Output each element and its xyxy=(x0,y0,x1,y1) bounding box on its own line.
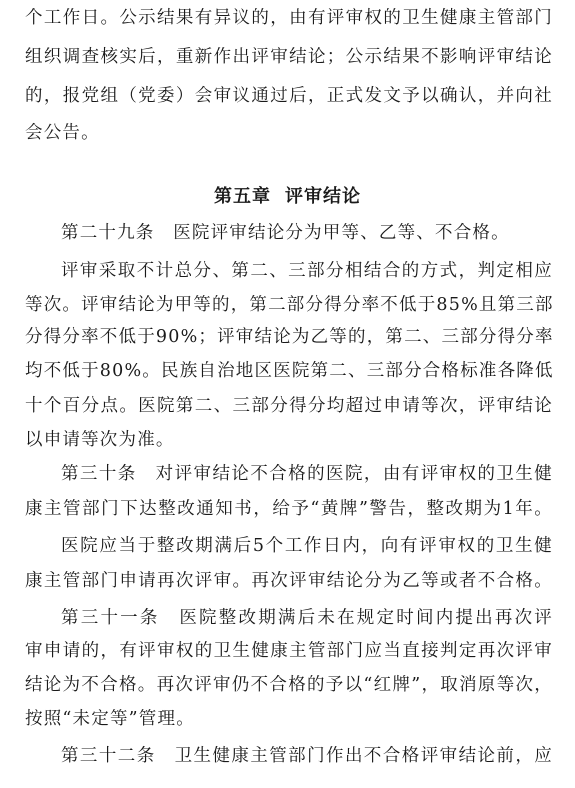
paragraph-line: 十个百分点。医院第二、三部分得分均超过申请等次，评审结论 xyxy=(25,396,553,416)
paragraph-line: 的，报党组（党委）会审议通过后，正式发文予以确认，并向社 xyxy=(25,86,553,106)
article-30-line: 第三十条 对评审结论不合格的医院，由有评审权的卫生健 xyxy=(61,464,553,484)
paragraph-line: 以申请等次为准。 xyxy=(25,430,175,450)
paragraph-line: 评审采取不计总分、第二、三部分相结合的方式，判定相应 xyxy=(61,261,553,281)
paragraph-line: 审申请的，有评审权的卫生健康主管部门应当直接判定再次评审 xyxy=(25,641,553,661)
paragraph-line: 会公告。 xyxy=(25,123,100,143)
paragraph-line: 分得分率不低于90%；评审结论为乙等的，第二、三部分得分率 xyxy=(25,327,554,347)
paragraph-line: 康主管部门申请再次评审。再次评审结论分为乙等或者不合格。 xyxy=(25,571,553,591)
paragraph-line: 组织调查核实后，重新作出评审结论；公示结果不影响评审结论 xyxy=(25,47,553,67)
paragraph-line: 个工作日。公示结果有异议的，由有评审权的卫生健康主管部门 xyxy=(25,8,553,28)
paragraph-line: 康主管部门下达整改通知书，给予“黄牌”警告，整改期为1年。 xyxy=(25,499,553,519)
paragraph-line: 等次。评审结论为甲等的，第二部分得分率不低于85%且第三部 xyxy=(25,295,554,315)
paragraph-line: 均不低于80%。民族自治地区医院第二、三部分合格标准各降低 xyxy=(25,361,554,381)
paragraph-line: 按照“未定等”管理。 xyxy=(25,709,195,729)
chapter-title: 评审结论 xyxy=(285,186,361,207)
chapter-number: 第五章 xyxy=(214,186,271,207)
article-29-line: 第二十九条 医院评审结论分为甲等、乙等、不合格。 xyxy=(61,223,510,243)
paragraph-line: 结论为不合格。再次评审仍不合格的予以“红牌”，取消原等次， xyxy=(25,675,553,695)
article-32-line: 第三十二条 卫生健康主管部门作出不合格评审结论前，应 xyxy=(61,746,553,766)
paragraph-line: 医院应当于整改期满后5个工作日内，向有评审权的卫生健 xyxy=(61,536,553,556)
chapter-heading xyxy=(0,182,575,212)
article-31-line: 第三十一条 医院整改期满后未在规定时间内提出再次评 xyxy=(61,608,553,628)
